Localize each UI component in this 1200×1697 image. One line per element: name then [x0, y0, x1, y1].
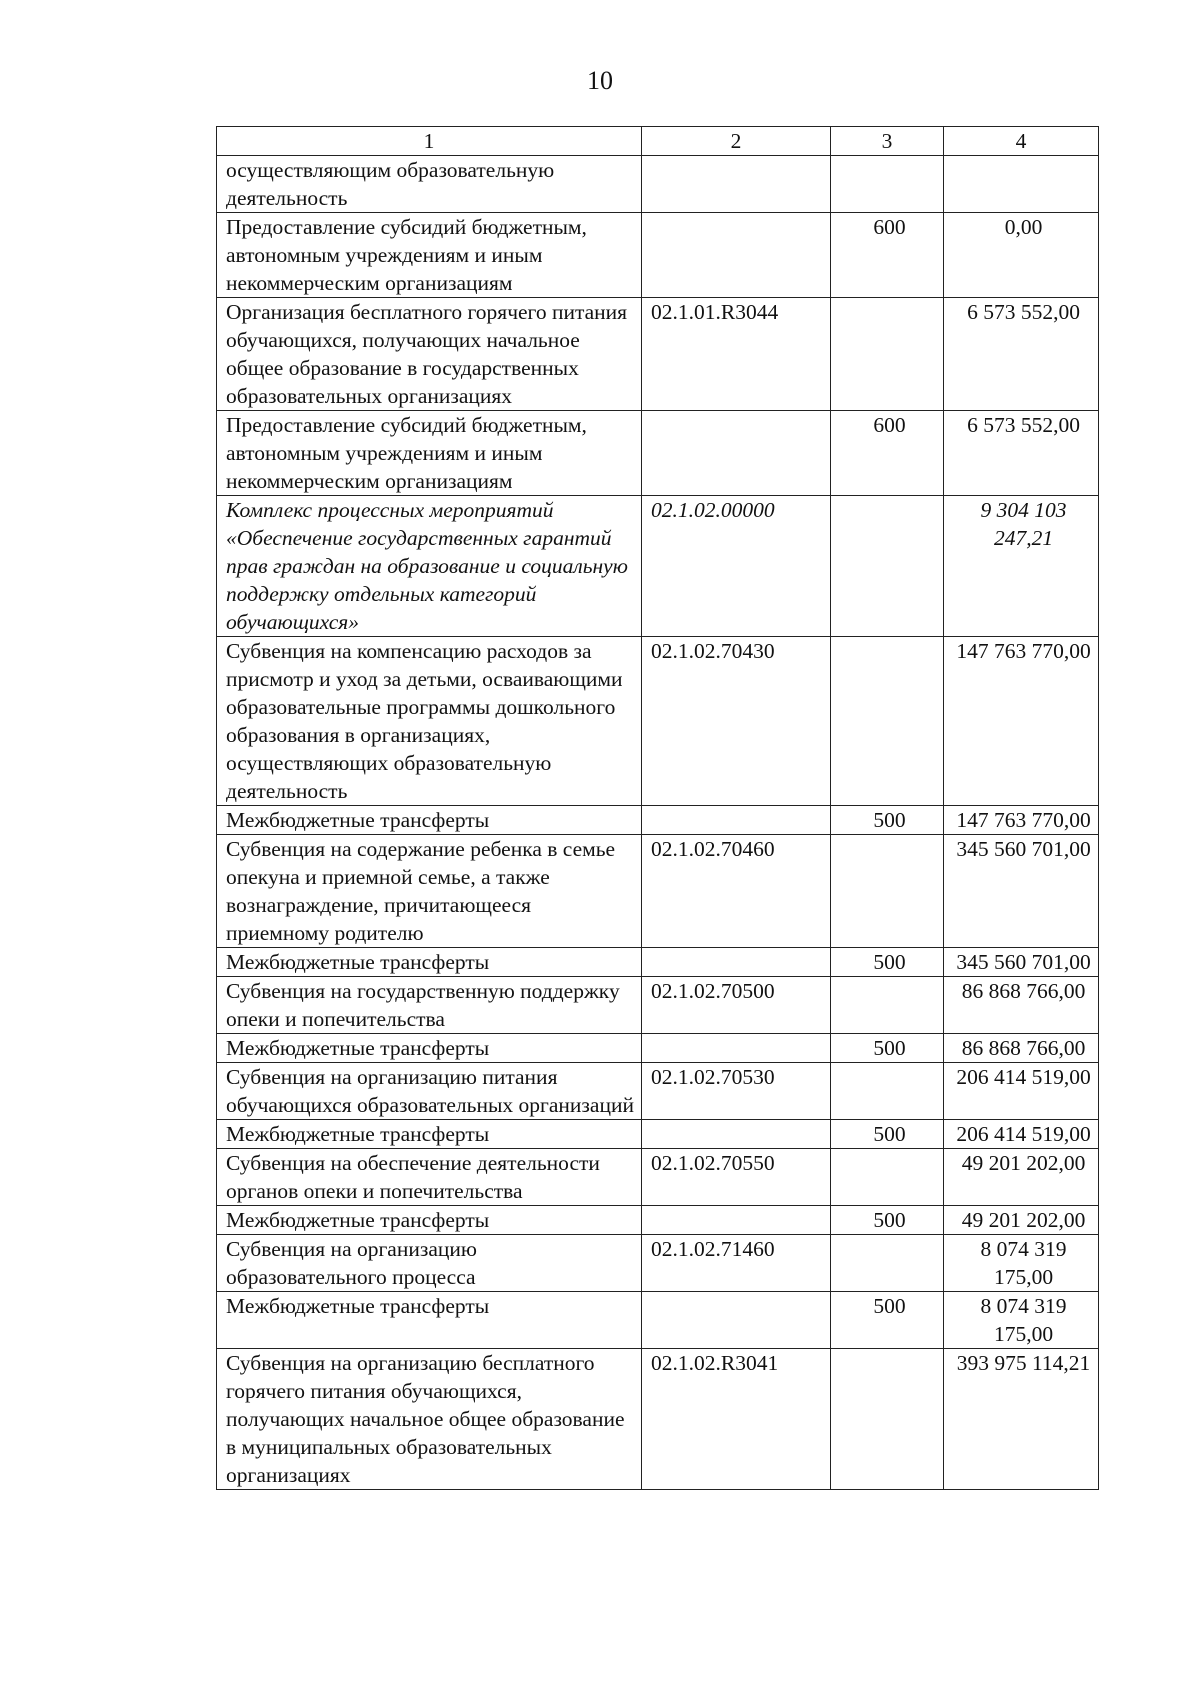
row-sum-cell: 6 573 552,00	[944, 298, 1099, 411]
row-code-cell	[642, 1206, 831, 1235]
row-code-cell: 02.1.02.70460	[642, 835, 831, 948]
row-name-cell: Межбюджетные трансферты	[217, 806, 642, 835]
row-name-cell: Субвенция на содержание ребенка в семье опекуна и приемной семье, а также вознаграждение, причитающееся приемному родителю	[217, 835, 642, 948]
table-row	[217, 298, 1099, 411]
row-name-cell: Межбюджетные трансферты	[217, 1120, 642, 1149]
row-sum-cell: 6 573 552,00	[944, 411, 1099, 496]
table-row	[217, 1206, 1099, 1235]
row-code-cell	[642, 213, 831, 298]
table-row	[217, 1292, 1099, 1349]
row-kvr-cell: 500	[831, 806, 944, 835]
row-code-cell: 02.1.02.00000	[642, 496, 831, 637]
row-code-cell: 02.1.01.R3044	[642, 298, 831, 411]
row-kvr-cell	[831, 1235, 944, 1292]
row-name-cell: Межбюджетные трансферты	[217, 1292, 642, 1349]
row-sum-cell: 49 201 202,00	[944, 1206, 1099, 1235]
table-row	[217, 948, 1099, 977]
row-kvr-cell: 600	[831, 411, 944, 496]
row-code-cell	[642, 1120, 831, 1149]
row-name-cell: Субвенция на обеспечение деятельности органов опеки и попечительства	[217, 1149, 642, 1206]
row-name-cell: Субвенция на организацию бесплатного горячего питания обучающихся, получающих начальное общее образование в муниципальных образовательных организациях	[217, 1349, 642, 1490]
row-kvr-cell: 500	[831, 1292, 944, 1349]
row-sum-cell: 8 074 319 175,00	[944, 1235, 1099, 1292]
row-kvr-cell	[831, 298, 944, 411]
table-row	[217, 411, 1099, 496]
table-row	[217, 637, 1099, 806]
row-kvr-cell: 500	[831, 1206, 944, 1235]
row-sum-cell: 86 868 766,00	[944, 1034, 1099, 1063]
row-kvr-cell	[831, 1063, 944, 1120]
row-name-cell: Межбюджетные трансферты	[217, 948, 642, 977]
row-kvr-cell	[831, 156, 944, 213]
row-sum-cell: 345 560 701,00	[944, 948, 1099, 977]
table-row	[217, 1149, 1099, 1206]
budget-table	[216, 126, 1099, 1490]
row-name-cell: Субвенция на государственную поддержку опеки и попечительства	[217, 977, 642, 1034]
row-kvr-cell: 500	[831, 1120, 944, 1149]
row-kvr-cell: 500	[831, 1034, 944, 1063]
row-sum-cell: 147 763 770,00	[944, 806, 1099, 835]
table-row	[217, 806, 1099, 835]
table-row	[217, 213, 1099, 298]
row-kvr-cell	[831, 1349, 944, 1490]
row-code-cell	[642, 1034, 831, 1063]
row-code-cell	[642, 1292, 831, 1349]
row-name-cell: Комплекс процессных мероприятий «Обеспечение государственных гарантий прав граждан на образование и социальную поддержку отдельных категорий обучающихся»	[217, 496, 642, 637]
header-col-3: 3	[831, 127, 944, 156]
row-code-cell: 02.1.02.70500	[642, 977, 831, 1034]
row-code-cell	[642, 156, 831, 213]
row-code-cell: 02.1.02.70550	[642, 1149, 831, 1206]
row-code-cell: 02.1.02.R3041	[642, 1349, 831, 1490]
row-code-cell: 02.1.02.70430	[642, 637, 831, 806]
row-sum-cell: 147 763 770,00	[944, 637, 1099, 806]
row-sum-cell: 393 975 114,21	[944, 1349, 1099, 1490]
row-name-cell: Субвенция на организацию образовательного процесса	[217, 1235, 642, 1292]
row-kvr-cell	[831, 977, 944, 1034]
row-sum-cell: 345 560 701,00	[944, 835, 1099, 948]
row-sum-cell: 49 201 202,00	[944, 1149, 1099, 1206]
row-name-cell: осуществляющим образовательную деятельность	[217, 156, 642, 213]
row-sum-cell: 8 074 319 175,00	[944, 1292, 1099, 1349]
page-number: 10	[587, 66, 613, 95]
row-code-cell	[642, 411, 831, 496]
row-kvr-cell	[831, 637, 944, 806]
header-col-1: 1	[217, 127, 642, 156]
row-code-cell	[642, 806, 831, 835]
row-name-cell: Субвенция на компенсацию расходов за присмотр и уход за детьми, осваивающими образовательные программы дошкольного образования в организациях, осуществляющих образовательную деятельность	[217, 637, 642, 806]
row-name-cell: Межбюджетные трансферты	[217, 1206, 642, 1235]
row-name-cell: Предоставление субсидий бюджетным, автономным учреждениям и иным некоммерческим организациям	[217, 213, 642, 298]
row-sum-cell: 0,00	[944, 213, 1099, 298]
row-name-cell: Предоставление субсидий бюджетным, автономным учреждениям и иным некоммерческим организациям	[217, 411, 642, 496]
row-code-cell: 02.1.02.71460	[642, 1235, 831, 1292]
row-sum-cell	[944, 156, 1099, 213]
row-sum-cell: 86 868 766,00	[944, 977, 1099, 1034]
header-row	[217, 127, 1099, 156]
row-kvr-cell: 600	[831, 213, 944, 298]
table-row	[217, 1349, 1099, 1490]
row-kvr-cell	[831, 835, 944, 948]
table-row	[217, 1063, 1099, 1120]
row-kvr-cell	[831, 496, 944, 637]
row-sum-cell: 206 414 519,00	[944, 1120, 1099, 1149]
header-col-4: 4	[944, 127, 1099, 156]
table-body	[217, 156, 1099, 1490]
row-name-cell: Организация бесплатного горячего питания обучающихся, получающих начальное общее образование в государственных образовательных организациях	[217, 298, 642, 411]
row-code-cell: 02.1.02.70530	[642, 1063, 831, 1120]
table-row	[217, 1034, 1099, 1063]
row-name-cell: Межбюджетные трансферты	[217, 1034, 642, 1063]
table-row	[217, 1235, 1099, 1292]
table-row	[217, 835, 1099, 948]
table-row	[217, 977, 1099, 1034]
row-kvr-cell: 500	[831, 948, 944, 977]
header-col-2: 2	[642, 127, 831, 156]
row-code-cell	[642, 948, 831, 977]
table-row	[217, 156, 1099, 213]
table-row	[217, 1120, 1099, 1149]
row-sum-cell: 9 304 103 247,21	[944, 496, 1099, 637]
row-name-cell: Субвенция на организацию питания обучающихся образовательных организаций	[217, 1063, 642, 1120]
row-sum-cell: 206 414 519,00	[944, 1063, 1099, 1120]
table-row	[217, 496, 1099, 637]
row-kvr-cell	[831, 1149, 944, 1206]
